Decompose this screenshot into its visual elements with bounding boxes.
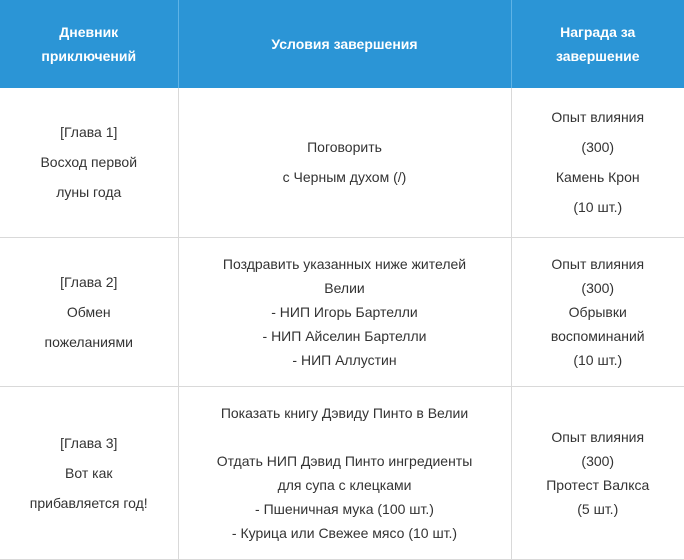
condition-line: Поговорить [307,139,382,156]
reward-line: (10 шт.) [573,351,623,368]
table-body [0,88,684,559]
chapter-number: [Глава 3] [60,434,118,451]
header-text: Награда за [560,24,636,40]
reward-cell [511,386,684,559]
reward-line: Камень Крон [555,169,640,186]
conditions-cell [178,237,511,386]
chapter-title: Обмен [66,303,111,320]
header-completion-reward [511,0,684,88]
condition-line: Поздравить указанных ниже жителей [222,255,467,272]
reward-line: (5 шт.) [577,500,619,517]
table-row [0,88,684,237]
chapter-title: Вот как [65,464,113,481]
reward-line: (10 шт.) [573,199,623,216]
header-completion-conditions [178,0,511,88]
header-adventure-log [0,0,178,88]
table-row [0,237,684,386]
header-text: Условия завершения [271,36,418,52]
header-row [0,0,684,88]
condition-spacer [187,425,503,449]
condition-line: для супа с клецками [277,476,412,493]
reward-line: Протест Валкса [546,476,650,493]
condition-line: - Пшеничная мука (100 шт.) [255,500,434,517]
reward-line: воспоминаний [550,327,645,344]
chapter-title: луны года [56,184,122,201]
chapter-cell [0,88,178,237]
table-row [0,386,684,559]
condition-line: - НИП Аллустин [292,351,397,368]
header-text: Дневник [59,24,119,40]
table-header [0,0,684,88]
condition-line: Велии [324,279,365,296]
condition-line: - Курица или Свежее мясо (10 шт.) [231,524,458,541]
condition-line: с Черным духом (/) [282,169,407,186]
conditions-cell [178,386,511,559]
reward-line: (300) [581,279,615,296]
reward-line: (300) [581,139,615,156]
chapter-cell [0,237,178,386]
reward-line: Опыт влияния [551,109,645,126]
reward-cell [511,237,684,386]
chapter-number: [Глава 1] [60,124,118,141]
header-text: приключений [41,48,137,64]
condition-line: - НИП Игорь Бартелли [271,303,418,320]
chapter-title: прибавляется год! [29,494,148,511]
chapter-title: пожеланиями [44,333,133,350]
conditions-cell [178,88,511,237]
chapter-number: [Глава 2] [60,273,118,290]
reward-line: Опыт влияния [551,428,645,445]
condition-line: Отдать НИП Дэвид Пинто ингредиенты [216,452,473,469]
reward-line: Обрывки [568,303,627,320]
chapter-cell [0,386,178,559]
chapter-title: Восход первой [40,154,138,171]
condition-line: - НИП Айселин Бартелли [262,327,427,344]
reward-line: (300) [581,452,615,469]
reward-cell [511,88,684,237]
condition-line: Показать книгу Дэвиду Пинто в Велии [220,404,469,421]
header-text: завершение [555,48,640,64]
reward-line: Опыт влияния [551,255,645,272]
